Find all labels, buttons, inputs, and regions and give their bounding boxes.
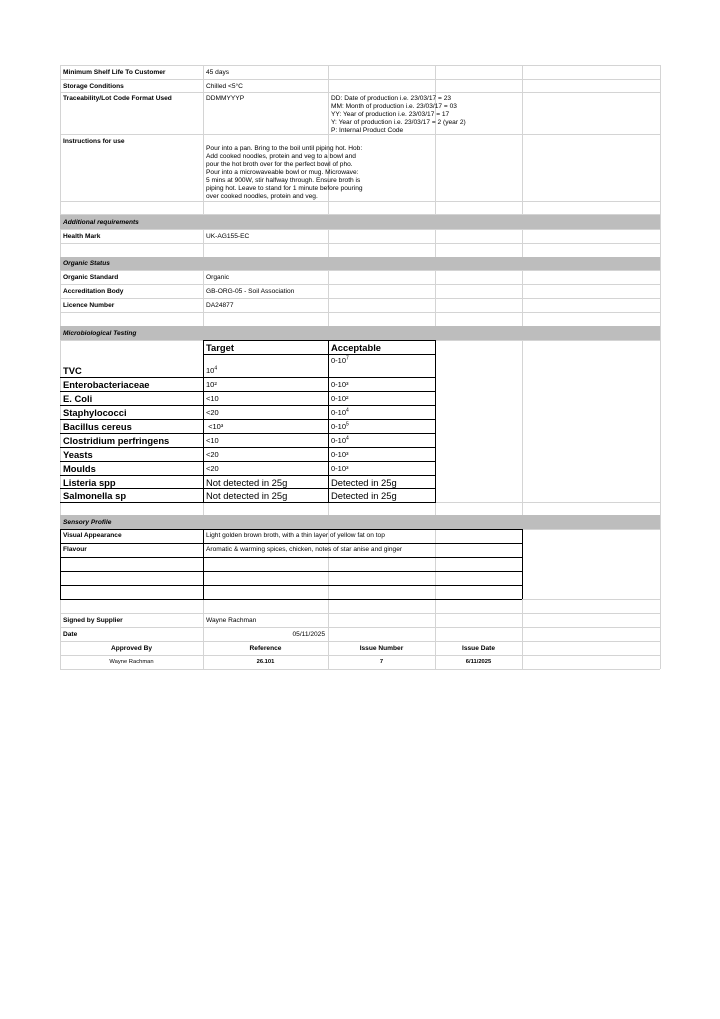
instructions-line: 5 mins at 900W, stir halfway through. Ensure broth is — [206, 177, 361, 184]
micro-organism-name: Clostridium perfringens — [63, 435, 170, 446]
issue-number-value: 7 — [379, 659, 384, 665]
micro-organism-name: TVC — [63, 365, 82, 376]
signed-by-value: Wayne Rachman — [206, 617, 257, 624]
micro-acceptable: Detected in 25g — [331, 477, 397, 488]
instructions-line: piping hot. Leave to stand for 1 minute before pouring — [206, 185, 363, 192]
micro-organism-name: Salmonella sp — [63, 490, 127, 501]
sensory-heading: Sensory Profile — [63, 519, 112, 526]
organic-standard-value: Organic — [206, 274, 230, 281]
section-band — [60, 326, 660, 340]
accreditation-label: Accreditation Body — [63, 288, 124, 295]
micro-target: <20 — [206, 464, 219, 473]
signed-by-label: Signed by Supplier — [63, 617, 123, 624]
approval-header: Issue Date — [462, 645, 495, 652]
section-band — [60, 515, 660, 529]
traceability-value: DDMMYYYP — [206, 95, 245, 102]
approval-header: Approved By — [110, 645, 153, 652]
date-label: Date — [63, 631, 78, 638]
organic-heading: Organic Status — [63, 260, 110, 267]
micro-acceptable: 0-10² — [331, 394, 349, 403]
shelf-life-label: Minimum Shelf Life To Customer — [63, 69, 166, 76]
micro-organism-name: Staphylococci — [63, 407, 127, 418]
instructions-line: Add cooked noodles, protein and veg to a bowl and — [206, 153, 356, 160]
licence-label: Licence Number — [63, 302, 115, 309]
micro-acceptable: $0-10^4$ — [331, 435, 349, 445]
micro-target: Not detected in 25g — [206, 490, 288, 501]
micro-acceptable: 0-10³ — [331, 450, 349, 459]
micro-organism-name: Moulds — [63, 463, 96, 474]
organic-standard-label: Organic Standard — [63, 274, 119, 281]
storage-value: Chilled <5°C — [206, 83, 243, 90]
date-value: 05/11/2025 — [292, 631, 325, 638]
licence-value: DA24877 — [206, 302, 234, 309]
visual-appearance-value: Light golden brown broth, with a thin layer of yellow fat on top — [206, 532, 385, 539]
issue-date-value: 6/11/2025 — [465, 659, 492, 665]
shelf-life-value: 45 days — [206, 69, 230, 76]
micro-organism-name: Bacillus cereus — [63, 421, 132, 432]
micro-target: Not detected in 25g — [206, 477, 288, 488]
micro-target: <10 — [206, 436, 219, 445]
micro-target: 10² — [206, 380, 217, 389]
micro-organism-name: Listeria spp — [63, 477, 116, 488]
micro-acceptable: $0-10^5$ — [331, 421, 349, 431]
visual-appearance-label: Visual Appearance — [63, 532, 122, 539]
reference-value: 26.101 — [256, 659, 275, 665]
micro-target: <20 — [206, 450, 219, 459]
micro-acceptable: Detected in 25g — [331, 490, 397, 501]
additional-heading: Additional requirements — [63, 219, 139, 226]
traceability-label: Traceability/Lot Code Format Used — [63, 95, 172, 102]
approval-header: Issue Number — [359, 645, 404, 652]
micro-target: <20 — [206, 408, 219, 417]
flavour-label: Flavour — [63, 546, 87, 553]
instructions-label: Instructions for use — [63, 138, 125, 145]
micro-acceptable: 0-10³ — [331, 464, 349, 473]
micro-col-acceptable: Acceptable — [331, 342, 382, 353]
traceability-note: P: Internal Product Code — [331, 127, 404, 134]
health-mark-value: UK-AG155-EC — [206, 233, 250, 240]
approved-by-value: Wayne Rachman — [109, 659, 154, 665]
section-band — [60, 215, 660, 229]
storage-label: Storage Conditions — [63, 83, 124, 90]
micro-target: $10^4$ — [206, 365, 218, 375]
micro-organism-name: Yeasts — [63, 449, 93, 460]
instructions-line: pour the hot broth over for the perfect bowl of pho. — [206, 161, 353, 168]
grid-line — [660, 65, 661, 669]
traceability-note: YY: Year of production i.e. 23/03/17 = 17 — [331, 111, 450, 118]
micro-organism-name: E. Coli — [63, 393, 93, 404]
section-band — [60, 257, 660, 270]
micro-target: <10³ — [206, 422, 224, 431]
accreditation-value: GB-ORG-05 - Soil Association — [206, 288, 295, 295]
traceability-note: Y: Year of production i.e. 23/03/17 = 2 (year 2) — [331, 119, 466, 126]
micro-target: <10 — [206, 394, 219, 403]
instructions-line: over cooked noodles, protein and veg. — [206, 193, 318, 200]
micro-acceptable: $0-10^7$ — [331, 355, 349, 365]
health-mark-label: Health Mark — [63, 233, 101, 240]
micro-acceptable: $0-10^4$ — [331, 407, 349, 417]
traceability-note: MM: Month of production i.e. 23/03/17 = 03 — [331, 103, 457, 110]
flavour-value: Aromatic & warming spices, chicken, notes of star anise and ginger — [206, 546, 403, 553]
micro-heading: Microbiological Testing — [63, 330, 137, 337]
micro-col-target: Target — [206, 342, 234, 353]
instructions-line: Pour into a microwaveable bowl or mug. Microwave: — [206, 169, 359, 176]
micro-acceptable: 0-10³ — [331, 380, 349, 389]
micro-organism-name: Enterobacteriaceae — [63, 379, 150, 390]
traceability-note: DD: Date of production i.e. 23/03/17 = 23 — [331, 95, 452, 102]
instructions-line: Pour into a pan. Bring to the boil until piping hot. Hob: — [206, 145, 363, 152]
approval-header: Reference — [249, 645, 282, 652]
